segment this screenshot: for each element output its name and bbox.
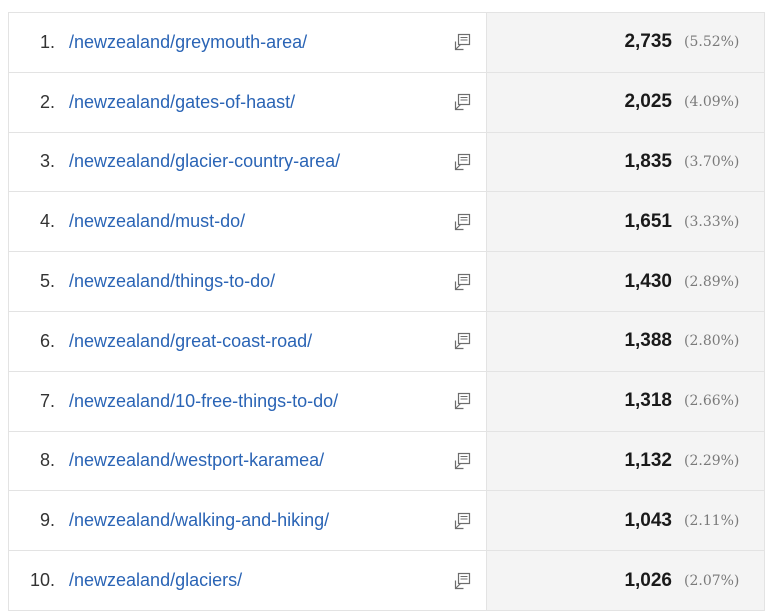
page-link[interactable]: /newzealand/gates-of-haast/ (69, 91, 296, 112)
table-row (9, 133, 764, 193)
value-cell (487, 133, 764, 192)
row-rank: 1. (39, 31, 55, 52)
page-link[interactable]: /newzealand/walking-and-hiking/ (69, 510, 330, 531)
row-rank: 4. (39, 211, 55, 232)
top-pages-table (8, 12, 765, 611)
open-external-icon[interactable] (452, 92, 472, 112)
pageviews-value: 1,651 (624, 210, 672, 232)
page-cell (9, 73, 487, 132)
table-row (9, 192, 764, 252)
row-rank: 8. (39, 450, 55, 471)
pageviews-percent: (2.66%) (684, 393, 740, 410)
pageviews-value: 1,026 (624, 569, 672, 591)
open-external-icon[interactable] (452, 511, 472, 531)
pageviews-value: 2,025 (624, 91, 672, 113)
open-external-icon[interactable] (452, 212, 472, 232)
page-link[interactable]: /newzealand/10-free-things-to-do/ (69, 390, 339, 411)
open-external-icon[interactable] (452, 571, 472, 591)
row-rank: 7. (39, 390, 55, 411)
page-cell (9, 312, 487, 371)
pageviews-percent: (5.52%) (684, 34, 740, 51)
page-cell (9, 432, 487, 491)
row-rank: 3. (39, 151, 55, 172)
pageviews-percent: (2.11%) (684, 512, 740, 529)
pageviews-value: 1,318 (624, 390, 672, 412)
page-cell (9, 372, 487, 431)
value-cell (487, 312, 764, 371)
value-cell (487, 432, 764, 491)
page-link[interactable]: /newzealand/glaciers/ (69, 570, 243, 591)
page-link[interactable]: /newzealand/must-do/ (69, 211, 246, 232)
pageviews-percent: (2.80%) (684, 333, 740, 350)
pageviews-value: 1,043 (624, 509, 672, 531)
row-rank: 10. (29, 570, 55, 591)
page-link[interactable]: /newzealand/things-to-do/ (69, 271, 276, 292)
page-cell (9, 13, 487, 72)
pageviews-value: 1,132 (624, 449, 672, 471)
value-cell (487, 491, 764, 550)
table-row (9, 13, 764, 73)
value-cell (487, 192, 764, 251)
page-cell (9, 133, 487, 192)
page-link[interactable]: /newzealand/greymouth-area/ (69, 31, 308, 52)
open-external-icon[interactable] (452, 331, 472, 351)
open-external-icon[interactable] (452, 152, 472, 172)
table-row (9, 551, 764, 611)
pageviews-value: 1,835 (624, 150, 672, 172)
open-external-icon[interactable] (452, 272, 472, 292)
value-cell (487, 73, 764, 132)
pageviews-percent: (3.70%) (684, 153, 740, 170)
table-row (9, 73, 764, 133)
page-cell (9, 551, 487, 610)
pageviews-percent: (3.33%) (684, 213, 740, 230)
pageviews-percent: (2.89%) (684, 273, 740, 290)
open-external-icon[interactable] (452, 32, 472, 52)
pageviews-percent: (4.09%) (684, 94, 740, 111)
table-row (9, 312, 764, 372)
table-row (9, 252, 764, 312)
page-link[interactable]: /newzealand/westport-karamea/ (69, 450, 325, 471)
table-row (9, 372, 764, 432)
page-link[interactable]: /newzealand/glacier-country-area/ (69, 151, 341, 172)
pageviews-value: 2,735 (624, 31, 672, 53)
open-external-icon[interactable] (452, 391, 472, 411)
pageviews-percent: (2.29%) (684, 452, 740, 469)
value-cell (487, 551, 764, 610)
row-rank: 5. (39, 271, 55, 292)
page-link[interactable]: /newzealand/great-coast-road/ (69, 330, 313, 351)
pageviews-percent: (2.07%) (684, 572, 740, 589)
pageviews-value: 1,388 (624, 330, 672, 352)
page-cell (9, 252, 487, 311)
row-rank: 6. (39, 330, 55, 351)
table-row (9, 491, 764, 551)
page-cell (9, 192, 487, 251)
page-cell (9, 491, 487, 550)
table-row (9, 432, 764, 492)
value-cell (487, 13, 764, 72)
value-cell (487, 252, 764, 311)
row-rank: 9. (39, 510, 55, 531)
value-cell (487, 372, 764, 431)
open-external-icon[interactable] (452, 451, 472, 471)
row-rank: 2. (39, 91, 55, 112)
pageviews-value: 1,430 (624, 270, 672, 292)
